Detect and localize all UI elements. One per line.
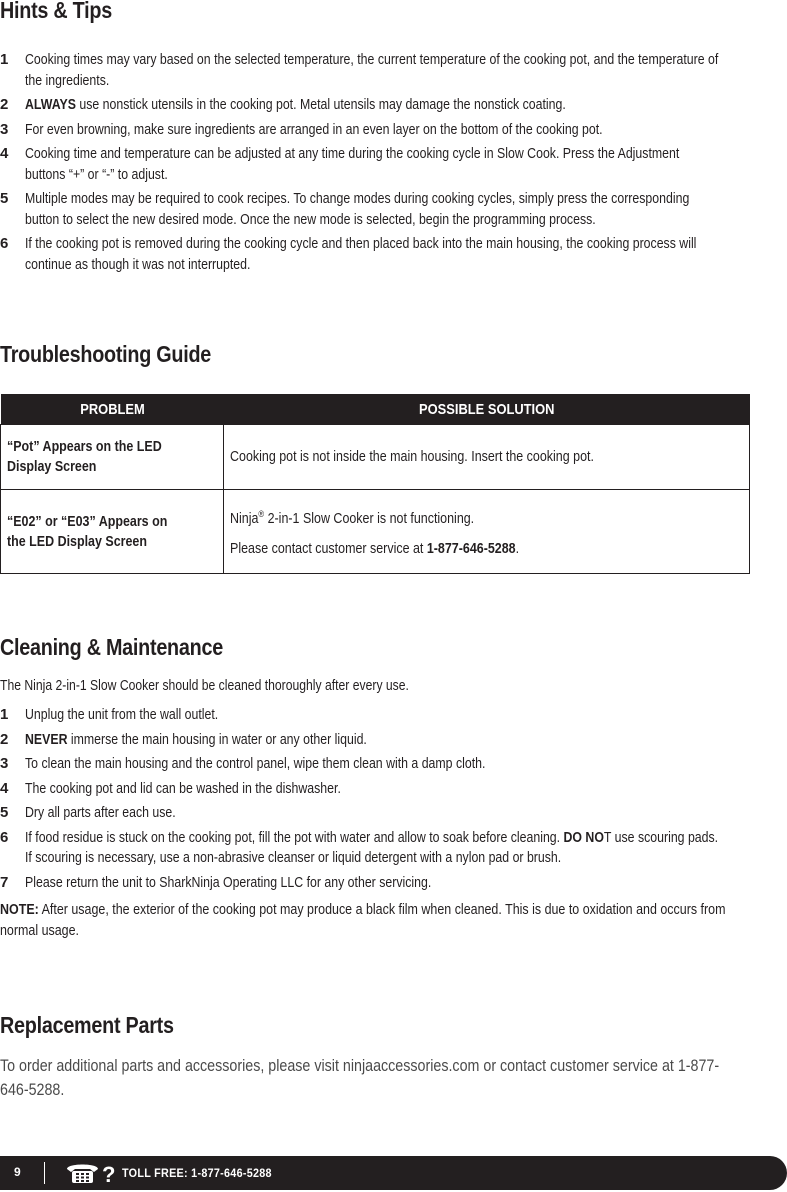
hints-list [0,50,787,275]
item-number: 1 [0,706,9,723]
phone-number: 1-877-646-5288 [426,540,516,557]
solution-cell: Cooking pot is not inside the main housing. Insert the cooking pot. [224,425,750,490]
cleaning-intro: The Ninja 2-in-1 Slow Cooker should be cleaned thoroughly after every use. [0,678,409,694]
solution-line: Please contact customer service at 1-877-646-5288. [230,540,520,557]
list-item [0,730,787,751]
item-text: Cooking time and temperature can be adjusted at any time during the cooking cycle in Slow Cook. Press the Adjustment buttons “+” or “-” to adjust. [25,146,680,183]
list-item [0,234,787,275]
note-label: NOTE: [0,902,39,918]
list-item [0,754,787,775]
item-text: Cooking times may vary based on the selected temperature, the current temperature of the cooking pot, and the temperature of the ingredients. [25,52,719,89]
footer-bar [0,1156,787,1190]
phone-question-icon [64,1160,118,1186]
item-number: 2 [0,730,9,748]
table-header-row [1,394,750,425]
solution-cell [224,490,750,574]
emphasis: NEVER [25,731,68,748]
item-text: For even browning, make sure ingredients are arranged in an even layer on the bottom of the cooking pot. [25,121,603,138]
list-item [0,803,787,824]
item-text: Multiple modes may be required to cook recipes. To change modes during cooking cycles, simply press the corresponding button to select the new desired mode. Once the new mode is selected, begin the programming process. [25,191,690,228]
problem-cell: “E02” or “E03” Appears on the LED Display Screen [1,490,224,574]
header-problem: PROBLEM [1,394,224,425]
cleaning-list [0,705,787,893]
item-number: 3 [0,120,9,138]
item-number: 2 [0,96,9,113]
replacement-text: To order additional parts and accessories, please visit ninjaaccessories.com or contact customer service at 1-877-646-5288. [0,1056,720,1099]
item-text: NEVER immerse the main housing in water or any other liquid. [25,731,367,748]
problem-cell: “Pot” Appears on the LED Display Screen [1,425,224,490]
list-item [0,189,787,230]
toll-free-number: TOLL FREE: 1-877-646-5288 [122,1166,272,1180]
replacement-title: Replacement Parts [0,1012,174,1038]
item-text: If food residue is stuck on the cooking pot, fill the pot with water and allow to soak before cleaning. DO NOT use scouring pads. If scouring is necessary, use a non-abrasive cleanser or liquid detergent with a nylon pad or brush. [25,829,719,866]
list-item [0,144,787,185]
page-number: 9 [14,1165,21,1179]
list-item [0,705,787,726]
header-solution: POSSIBLE SOLUTION [224,394,750,425]
item-text: To clean the main housing and the control panel, wipe them clean with a damp cloth. [25,756,486,772]
item-text: ALWAYS use nonstick utensils in the cooking pot. Metal utensils may damage the nonstick coating. [25,97,566,113]
list-item [0,95,787,116]
emphasis: DO NO [563,829,604,846]
item-number: 5 [0,190,9,207]
item-number: 5 [0,804,9,821]
list-item [0,120,787,141]
item-number: 4 [0,779,9,797]
item-text: If the cooking pot is removed during the cooking cycle and then placed back into the main housing, the cooking process will continue as though it was not interrupted. [25,236,697,273]
list-item [0,873,787,894]
troubleshooting-table [0,394,750,574]
table-row [1,490,750,574]
item-number: 4 [0,145,9,162]
list-item [0,779,787,800]
hints-title: Hints & Tips [0,0,112,23]
table-row [1,425,750,490]
solution-line: Ninja® 2-in-1 Slow Cooker is not functioning. [230,509,475,527]
item-number: 3 [0,755,9,772]
item-text: Please return the unit to SharkNinja Operating LLC for any other servicing. [25,874,432,891]
item-text: Dry all parts after each use. [25,805,176,821]
list-item [0,828,787,869]
cleaning-note: NOTE: After usage, the exterior of the cooking pot may produce a black film when cleaned. This is due to oxidation and occurs from normal usage. [0,902,726,939]
item-number: 6 [0,235,9,252]
emphasis: ALWAYS [25,97,76,113]
svg-text:?: ? [102,1162,116,1186]
list-item [0,50,787,91]
item-number: 7 [0,873,9,891]
item-number: 1 [0,51,9,68]
item-text: Unplug the unit from the wall outlet. [25,707,219,723]
troubleshooting-title: Troubleshooting Guide [0,341,212,367]
cleaning-title: Cleaning & Maintenance [0,634,223,660]
item-number: 6 [0,828,9,846]
divider [44,1162,45,1184]
item-text: The cooking pot and lid can be washed in the dishwasher. [25,780,341,797]
